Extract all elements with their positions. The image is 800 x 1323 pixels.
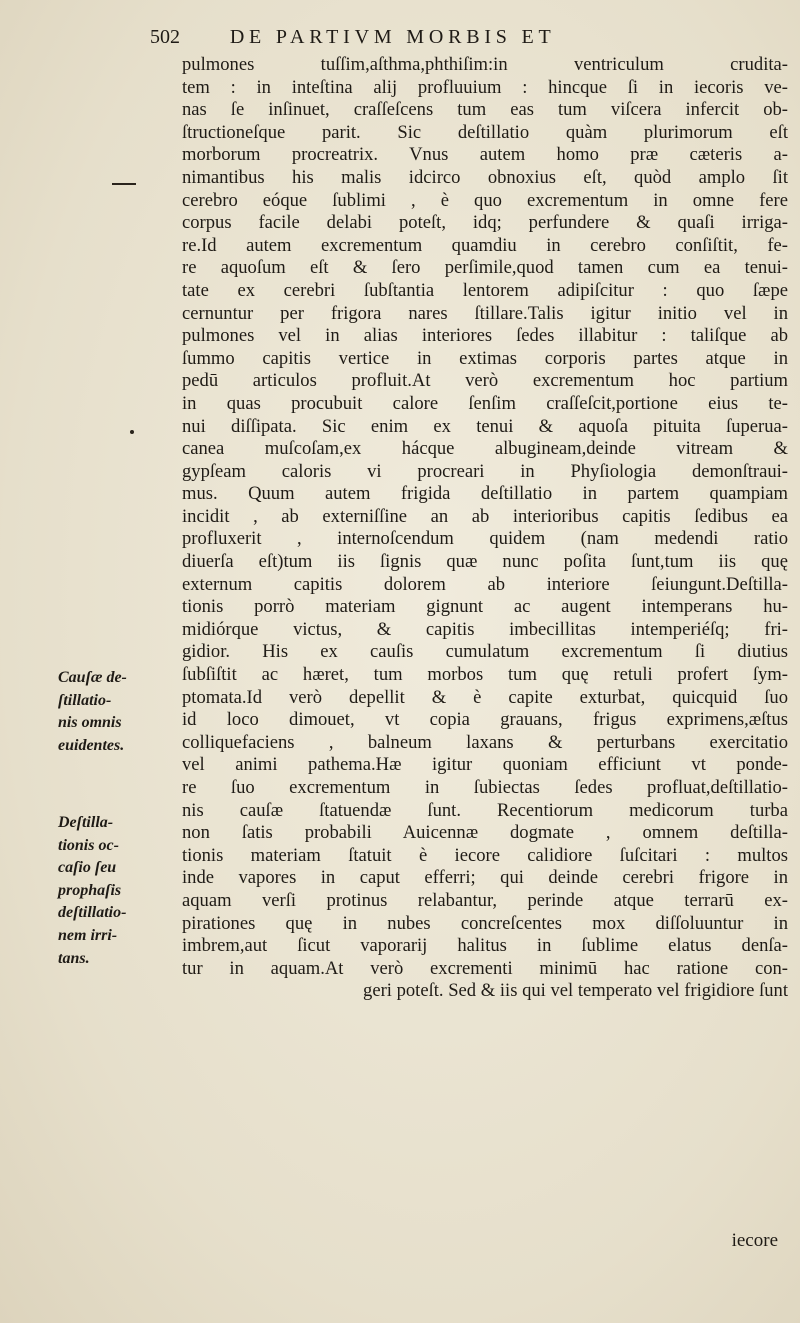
text-line: ſummo capitis vertice in extimas corporis partes atque in: [182, 347, 788, 369]
margin-note-line: nem irri-: [58, 926, 118, 944]
text-line: aquam verſi protinus relabantur, perinde atque terrarū ex-: [182, 889, 788, 911]
text-line: pedū articulos profluit.At verò excrementum hoc partium: [182, 370, 788, 392]
running-header: [150, 26, 750, 56]
text-line: ſubſiſtit ac hæret, tum morbos tum quę retuli profert ſym-: [182, 664, 788, 686]
text-line: nui diſſipata. Sic enim ex tenui & aquoſa pituita ſuperua-: [182, 415, 788, 437]
page-number: 502: [150, 26, 180, 48]
margin-note-causae: [58, 667, 182, 757]
text-line: ſtructioneſque parit. Sic deſtillatio quàm plurimorum eſt: [182, 121, 788, 143]
text-line: tate ex cerebri ſubſtantia lentorem adipiſcitur : quo ſæpe: [182, 279, 788, 301]
text-line: midiórque victus, & capitis imbecillitas intemperiéſq; fri-: [182, 618, 788, 640]
text-line: tur in aquam.At verò excrementi minimū hac ratione con-: [182, 957, 788, 979]
text-line: tem : in inteſtina alij profluuium : hincque ſi in iecoris ve-: [182, 76, 788, 98]
margin-dash-mark: [112, 183, 136, 185]
text-line: pulmones tuſſim,aſthma,phthiſim:in ventriculum crudita-: [182, 54, 788, 75]
text-line: id loco dimouet, vt copia grauans, frigus exprimens,æſtus: [182, 709, 788, 731]
text-line: cernuntur per frigora nares ſtillare.Talis igitur initio vel in: [182, 302, 788, 324]
margin-note-line: caſio ſeu: [58, 859, 117, 877]
margin-note-line: Cauſæ de-: [58, 669, 127, 686]
margin-note-line: euidentes.: [58, 736, 125, 754]
margin-note-line: nis omnis: [58, 714, 122, 732]
running-title: DE PARTIVM MORBIS ET: [229, 26, 556, 48]
text-line: cerebro eóque ſublimi , è quo excrementum in omne fere: [182, 189, 788, 211]
margin-note-line: Deſtilla-: [58, 814, 114, 831]
margin-note-line: tans.: [58, 949, 90, 967]
text-line: externum capitis dolorem ab interiore ſeiungunt.Deſtilla-: [182, 573, 788, 595]
margin-note-line: ſtillatio-: [58, 691, 112, 709]
text-line: inde vapores in caput efferri; qui deinde cerebri frigore in: [182, 867, 788, 889]
text-line: imbrem,aut ſicut vaporarij halitus in ſublime elatus denſa-: [182, 935, 788, 957]
text-line: profluxerit , internoſcendum quidem (nam medendi ratio: [182, 528, 788, 550]
text-line: re aquoſum eſt & ſero perſimile,quod tamen cum ea tenui-: [182, 257, 788, 279]
text-line: in quas procubuit calore ſenſim craſſeſcit,portione eius te-: [182, 392, 788, 414]
text-line: nimantibus his malis idcirco obnoxius eſt, quòd amplo ſit: [182, 166, 788, 188]
text-line: tionis porrò materiam gignunt ac augent intemperans hu-: [182, 596, 788, 618]
text-line: gidior. His ex cauſis cumulatum excrementum ſi diutius: [182, 641, 788, 663]
text-line: diuerſa eſt)tum iis ſignis quæ nunc poſita ſunt,tum iis quę: [182, 551, 788, 573]
margin-note-line: tionis oc-: [58, 836, 119, 854]
text-line: gypſeam caloris vi procreari in Phyſiologia demonſtraui-: [182, 460, 788, 482]
margin-note-line: prophaſis: [58, 881, 122, 899]
text-line: ptomata.Id verò depellit & è capite exturbat, quicquid ſuo: [182, 686, 788, 708]
main-text-block: [182, 54, 788, 1003]
text-line: vel animi pathema.Hæ igitur quoniam efficiunt vt ponde-: [182, 754, 788, 776]
text-line: non ſatis probabili Auicennæ dogmate , omnem deſtilla-: [182, 822, 788, 844]
text-line: tionis materiam ſtatuit è iecore calidiore ſuſcitari : multos: [182, 844, 788, 866]
text-line: pulmones vel in alias interiores ſedes illabitur : taliſque ab: [182, 325, 788, 347]
margin-note-occasio: [58, 812, 182, 970]
text-line: nas ſe inſinuet, craſſeſcens tum eas tum viſcera infercit ob-: [182, 99, 788, 121]
text-line: pirationes quę in nubes concreſcentes mox diſſoluuntur in: [182, 912, 788, 934]
text-line: nis cauſæ ſtatuendæ ſunt. Recentiorum medicorum turba: [182, 799, 788, 821]
text-line: re.Id autem excrementum quamdiu in cerebro conſiſtit, fe-: [182, 234, 788, 256]
text-line: incidit , ab externiſſine an ab interioribus capitis ſedibus ea: [182, 505, 788, 527]
text-line: mus. Quum autem frigida deſtillatio in partem quampiam: [182, 483, 788, 505]
text-line: re ſuo excrementum in ſubiectas ſedes profluat,deſtillatio-: [182, 777, 788, 798]
text-line: corpus facile delabi poteſt, idq; perfundere & quaſi irriga-: [182, 212, 788, 234]
text-line: colliquefaciens , balneum laxans & perturbans exercitatio: [182, 731, 788, 753]
text-line: geri poteſt. Sed & iis qui vel temperato vel frigidiore ſunt: [363, 980, 788, 1002]
catchword: iecore: [731, 1230, 778, 1251]
text-line: morborum procreatrix. Vnus autem homo præ cæteris a-: [182, 144, 788, 166]
margin-note-line: deſtillatio-: [58, 904, 127, 922]
margin-dot-mark: [130, 430, 134, 434]
text-line: canea muſcoſam,ex hácque albugineam,deinde vitream &: [182, 438, 788, 460]
